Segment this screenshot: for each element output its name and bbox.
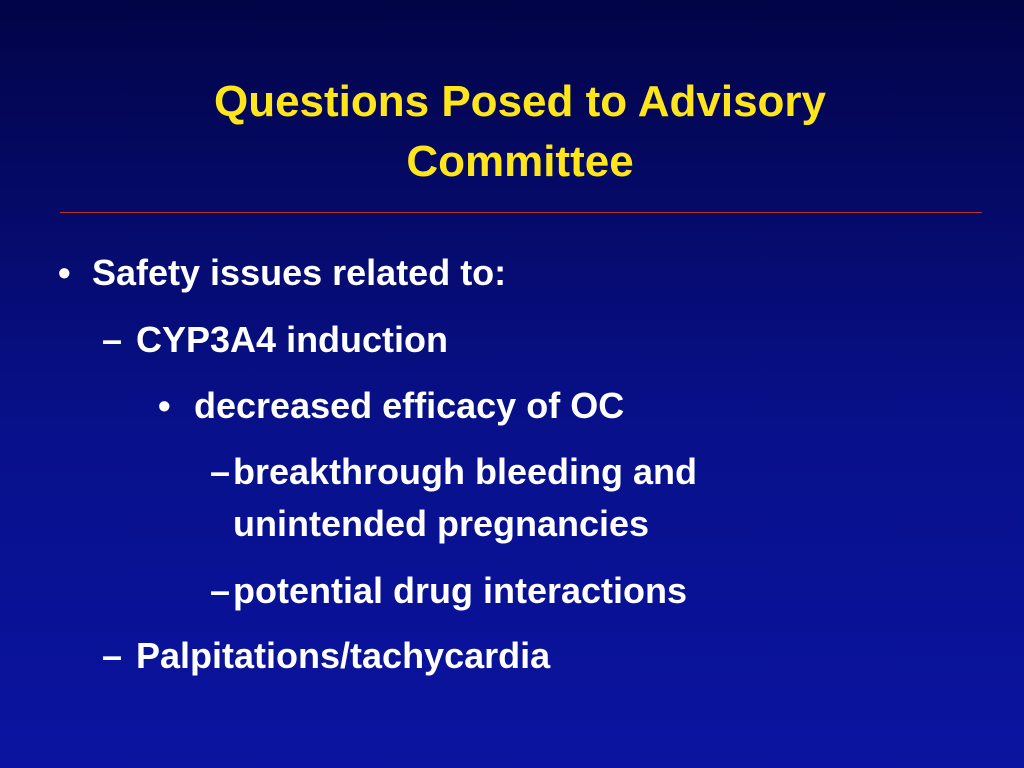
bullet-text: potential drug interactions	[233, 570, 688, 611]
title-divider	[60, 212, 982, 213]
bullet-text: CYP3A4 induction	[136, 319, 449, 360]
dash-marker: –	[102, 635, 123, 676]
dash-marker: –	[210, 570, 231, 611]
dash-marker: –	[102, 319, 123, 360]
bullet-item-palpitations	[102, 635, 550, 677]
bullet-text: Palpitations/tachycardia	[136, 635, 551, 676]
bullet-item-decreased-efficacy	[158, 385, 624, 427]
bullet-text: breakthrough bleeding and	[233, 451, 698, 492]
bullet-text: decreased efficacy of OC	[194, 385, 625, 426]
bullet-text-continuation: unintended pregnancies	[233, 503, 650, 544]
slide-title-line-1: Questions Posed to Advisory	[213, 77, 827, 126]
bullet-item-breakthrough-bleeding-continuation	[233, 503, 649, 545]
bullet-item-cyp3a4-induction	[102, 319, 448, 361]
bullet-text: Safety issues related to:	[92, 252, 507, 293]
bullet-item-safety-issues	[58, 252, 506, 294]
slide-title	[60, 72, 980, 192]
slide-title-line-2: Committee	[406, 137, 634, 186]
dash-marker: –	[210, 451, 231, 492]
bullet-item-drug-interactions	[210, 570, 687, 612]
bullet-marker: •	[58, 252, 71, 293]
bullet-marker: •	[158, 385, 171, 426]
bullet-item-breakthrough-bleeding	[210, 451, 697, 493]
